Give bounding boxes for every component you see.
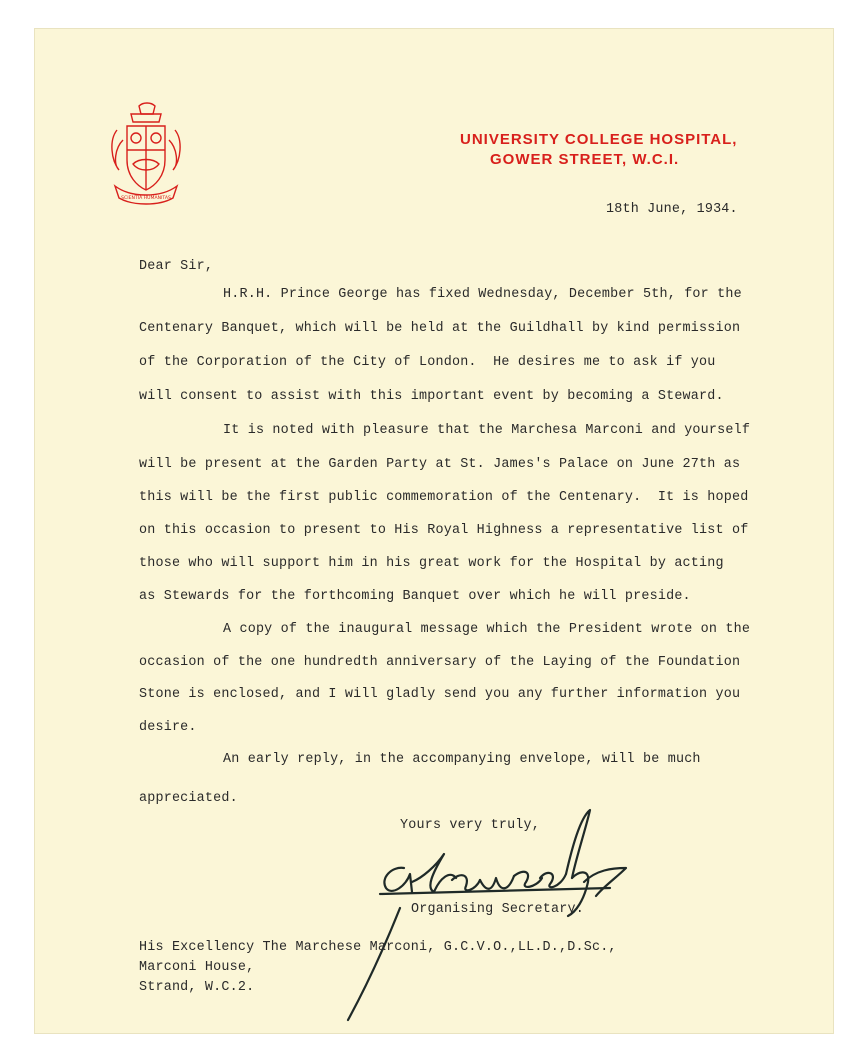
salutation: Dear Sir,: [139, 259, 214, 274]
body-line: on this occasion to present to His Royal Highness a representative list of: [139, 523, 749, 538]
letter-date: 18th June, 1934.: [606, 202, 738, 217]
body-line: as Stewards for the forthcoming Banquet over which he will preside.: [139, 589, 691, 604]
body-line: appreciated.: [139, 791, 238, 806]
body-line: those who will support him in his great work for the Hospital by acting: [139, 556, 724, 571]
hospital-crest-icon: [103, 100, 189, 216]
recipient-line: Marconi House,: [139, 960, 255, 975]
body-line: Centenary Banquet, which will be held at the Guildhall by kind permission: [139, 321, 741, 336]
body-line: It is noted with pleasure that the Marchesa Marconi and yourself: [223, 423, 751, 438]
body-line: Stone is enclosed, and I will gladly send you any further information you: [139, 687, 741, 702]
body-line: will consent to assist with this important event by becoming a Steward.: [139, 389, 724, 404]
body-line: of the Corporation of the City of London. He desires me to ask if you: [139, 355, 716, 370]
signatory-title: Organising Secretary.: [411, 902, 584, 917]
letterhead-line-2: GOWER STREET, W.C.I.: [490, 151, 680, 168]
handwritten-signature: [340, 808, 640, 1028]
letterhead: [460, 130, 737, 170]
body-line: desire.: [139, 720, 197, 735]
body-line: H.R.H. Prince George has fixed Wednesday, December 5th, for the: [223, 287, 742, 302]
body-line: will be present at the Garden Party at St. James's Palace on June 27th as: [139, 457, 741, 472]
letterhead-line-1: UNIVERSITY COLLEGE HOSPITAL,: [460, 131, 738, 148]
body-line: A copy of the inaugural message which the President wrote on the: [223, 622, 751, 637]
body-line: An early reply, in the accompanying envelope, will be much: [223, 752, 701, 767]
recipient-line: His Excellency The Marchese Marconi, G.C.V.O.,LL.D.,D.Sc.,: [139, 940, 617, 955]
recipient-line: Strand, W.C.2.: [139, 980, 255, 995]
body-line: this will be the first public commemoration of the Centenary. It is hoped: [139, 490, 749, 505]
body-line: occasion of the one hundredth anniversary of the Laying of the Foundation: [139, 655, 741, 670]
closing: Yours very truly,: [400, 818, 541, 833]
crest-motto: SCIENTIA HUMANITAS: [121, 196, 171, 201]
